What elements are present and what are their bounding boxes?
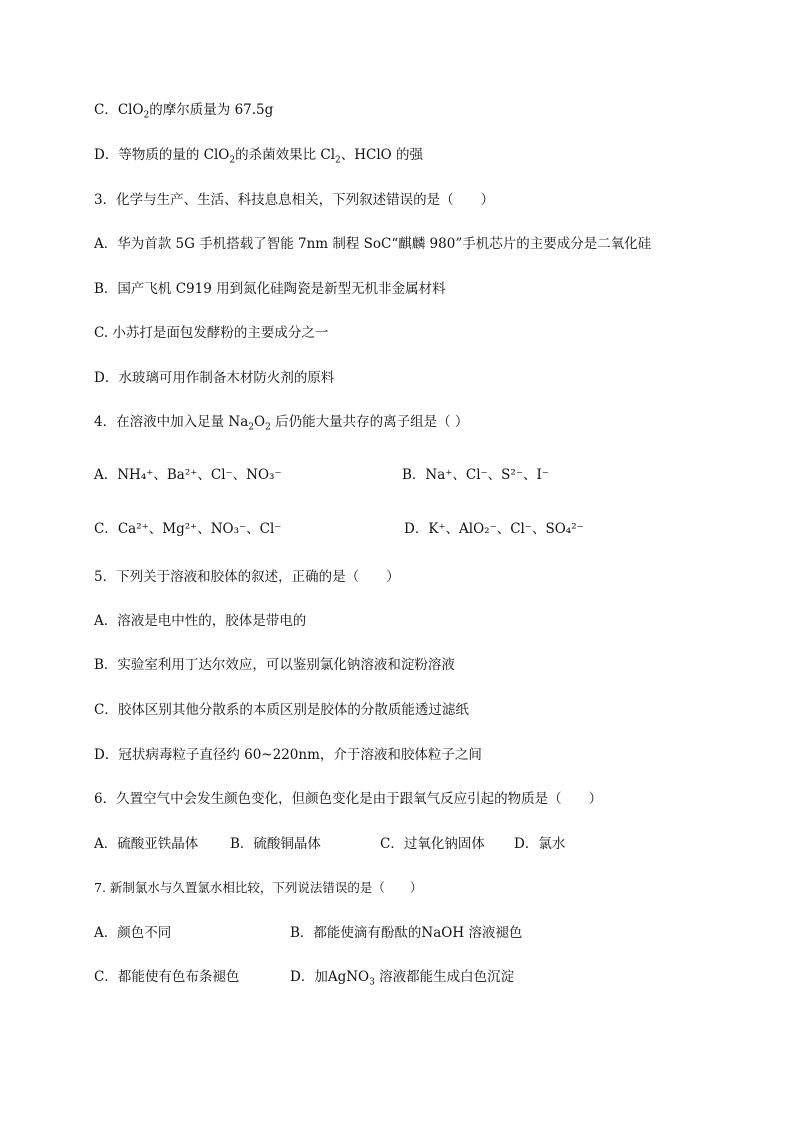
question-3-option-d: D．水玻璃可用作制备木材防火剂的原料 [94,370,335,386]
question-5: 5．下列关于溶液和胶体的叙述，正确的是（ ） [94,569,400,585]
option-c-clo2: C．ClO$_2$的摩尔质量为 67.5g [94,102,274,121]
question-4-option-a: A．NH₄⁺、Ba²⁺、Cl⁻、NO₃⁻ [94,467,282,483]
question-7-option-c: C．都能使有色布条褪色 [94,969,240,985]
question-7-option-d: D．加AgNO$_3$ 溶液都能生成白色沉淀 [290,969,515,988]
question-5-option-c: C．胶体区别其他分散系的本质区别是胶体的分散质能透过滤纸 [94,702,469,718]
question-7-option-b: B．都能使滴有酚酞的NaOH 溶液褪色 [290,925,523,941]
question-4-option-c: C．Ca²⁺、Mg²⁺、NO₃⁻、Cl⁻ [94,521,282,537]
question-6-option-d: D．氯水 [514,836,566,852]
question-3-option-c: C. 小苏打是面包发酵粉的主要成分之一 [94,325,329,341]
question-7-option-a: A．颜色不同 [94,925,172,941]
question-3-option-a: A．华为首款 5G 手机搭载了智能 7nm 制程 SoC“麒麟 980”手机芯片的主要成分是二氧化硅 [94,236,652,252]
question-4-option-d: D．K⁺、AlO₂⁻、Cl⁻、SO₄²⁻ [404,521,584,537]
question-5-option-a: A．溶液是电中性的，胶体是带电的 [94,613,307,629]
question-7: 7. 新制氯水与久置氯水相比较，下列说法错误的是（ ） [94,880,423,895]
question-5-option-b: B．实验室利用丁达尔效应，可以鉴别氯化钠溶液和淀粉溶液 [94,657,455,673]
question-6: 6．久置空气中会发生颜色变化，但颜色变化是由于跟氧气反应引起的物质是（ ） [94,791,603,807]
question-4-option-b: B．Na⁺、Cl⁻、S²⁻、I⁻ [402,467,549,483]
question-4: 4．在溶液中加入足量 $Na_2O_2$ 后仍能大量共存的离子组是（ ） [94,414,469,433]
question-3-option-b: B．国产飞机 C919 用到氮化硅陶瓷是新型无机非金属材料 [94,281,446,297]
option-d-clo2: D．等物质的量的 ClO$_2$的杀菌效果比 $Cl_2$、HClO 的强 [94,147,424,166]
question-6-option-b: B．硫酸铜晶体 [230,836,321,852]
question-6-option-a: A．硫酸亚铁晶体 [94,836,199,852]
question-5-option-d: D．冠状病毒粒子直径约 60~220nm，介于溶液和胶体粒子之间 [94,747,482,763]
question-3: 3．化学与生产、生活、科技息息相关，下列叙述错误的是（ ） [94,192,495,208]
question-6-option-c: C．过氧化钠固体 [380,836,485,852]
